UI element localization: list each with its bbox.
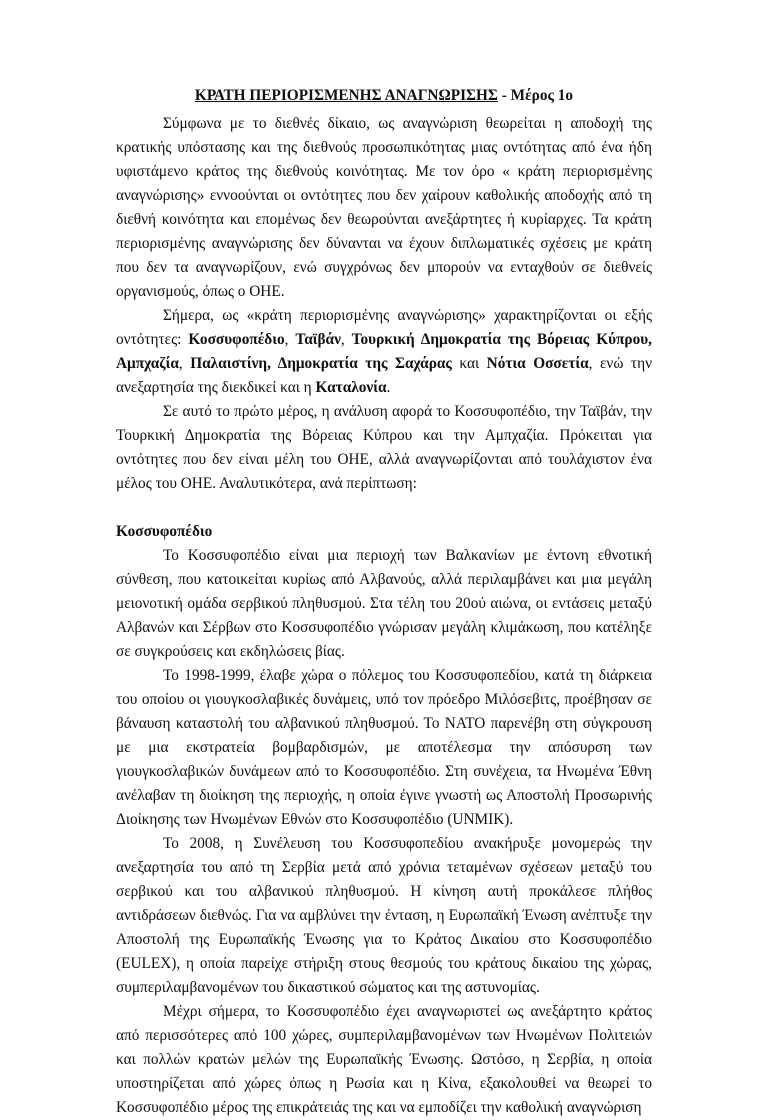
text-run: Σήμερα, ως «κράτη περιορισμένης αναγνώρισης» χαρακτηρίζονται οι εξής οντότητες: — [116, 307, 652, 348]
body-paragraph — [116, 1000, 652, 1120]
body-paragraph — [116, 664, 652, 832]
section-heading: Κοσσυφοπέδιο — [116, 523, 213, 540]
intro-section — [116, 112, 652, 496]
body-paragraph — [116, 832, 652, 1000]
text-run: , — [178, 355, 191, 372]
intro-paragraph — [116, 112, 652, 304]
title-main: ΚΡΑΤΗ ΠΕΡΙΟΡΙΣΜΕΝΗΣ ΑΝΑΓΝΩΡΙΣΗΣ — [194, 87, 498, 104]
text-run: Το 2008, η Συνέλευση του Κοσσυφοπεδίου ανακήρυξε μονομερώς την ανεξαρτησία του από τη Σερβία μετά από χρόνια τεταμένων σχέσεων μεταξύ του σερβικού και του αλβανικού πληθυσμού. Η κίνηση αυτή προκάλεσε πλήθος αντιδράσεων διεθνώς. Για να αμβλύνει την ένταση, η Ευρωπαϊκή Ένωση ανέπτυξε την Αποστολή της Ευρωπαϊκής Ένωσης για το Κράτος Δικαίου στο Κοσσυφοπέδιο (EULEX), η οποία παρείχε στήριξη στους θεσμούς του κράτους δικαίου της χώρας, συμπεριλαμβανομένων του δικαστικού σώματος και της αστυνομίας. — [116, 835, 652, 996]
kosovo-section — [116, 520, 652, 1120]
text-run: και — [451, 355, 487, 372]
bold-term: Νότια Οσσετία — [486, 355, 589, 372]
bold-term: Καταλονία — [315, 379, 387, 396]
text-run: Σύμφωνα με το διεθνές δίκαιο, ως αναγνώριση θεωρείται η αποδοχή της κρατικής υπόστασης και της διεθνούς προσωπικότητας μιας οντότητας από ένα ήδη υφιστάμενο κράτος της διεθνούς κοινότητας. Με τον όρο « κράτη περιορισμένης αναγνώρισης» εννοούνται οι οντότητες που δεν χαίρουν καθολικής αποδοχής από τη διεθνή κοινότητα και επομένως δεν θεωρούνται ανεξάρτητες ή κυρίαρχες. Τα κράτη περιορισμένης αναγνώρισης δεν δύνανται να έχουν διπλωματικές σχέσεις με κράτη που δεν τα αναγνωρίζουν, ενώ συγχρόνως δεν μπορούν να ενταχθούν σε διεθνείς οργανισμούς, όπως ο ΟΗΕ. — [116, 115, 652, 300]
intro-paragraph — [116, 304, 652, 400]
text-run: , — [340, 331, 352, 348]
bold-term: Κοσσυφοπέδιο — [188, 331, 285, 348]
text-run: , ενώ την ανεξαρτησία της διεκδικεί και η — [116, 355, 652, 396]
body-paragraph — [116, 544, 652, 664]
text-run: Το Κοσσυφοπέδιο είναι μια περιοχή των Βαλκανίων με έντονη εθνοτική σύνθεση, που κατοικείται κυρίως από Αλβανούς, αλλά περιλαμβάνει και μια μεγάλη μειονοτική ομάδα σερβικού πληθυσμού. Στα τέλη του 20ού αιώνα, οι εντάσεις μεταξύ Αλβανών και Σέρβων στο Κοσσυφοπέδιο γνώρισαν μεγάλη κλιμάκωση, που κατέληξε σε συγκρούσεις και εκδηλώσεις βίας. — [116, 547, 652, 660]
title-suffix: - Μέρος 1ο — [497, 87, 574, 104]
text-run: Μέχρι σήμερα, το Κοσσυφοπέδιο έχει αναγνωριστεί ως ανεξάρτητο κράτος από περισσότερες από 100 χώρες, συμπεριλαμβανομένων των Ηνωμένων Πολιτειών και πολλών κρατών μελών της Ευρωπαϊκής Ένωσης. Ωστόσο, η Σερβία, η οποία υποστηρίζεται από χώρες όπως η Ρωσία και η Κίνα, εξακολουθεί να θεωρεί το Κοσσυφοπέδιο μέρος της επικράτειάς της και να εμποδίζει την καθολική αναγνώριση — [116, 1003, 652, 1116]
text-run: Το 1998-1999, έλαβε χώρα ο πόλεμος του Κοσσυφοπεδίου, κατά τη διάρκεια του οποίου οι γιουγκοσλαβικές δυνάμεις, υπό τον πρόεδρο Μιλόσεβιτς, προέβησαν σε βάναυση καταστολή του αλβανικού πληθυσμού. Το ΝΑΤΟ παρενέβη στη σύγκρουση με μια εκστρατεία βομβαρδισμών, με αποτέλεσμα την απόσυρση των γιουγκοσλαβικών δυνάμεων από το Κοσσυφοπέδιο. Στη συνέχεια, τα Ηνωμένα Έθνη ανέλαβαν τη διοίκηση της περιοχής, η οποία έγινε γνωστή ως Αποστολή Προσωρινής Διοίκησης των Ηνωμένων Εθνών στο Κοσσυφοπέδιο (UNMIK). — [116, 667, 652, 828]
bold-term: Ταϊβάν — [295, 331, 341, 348]
text-run: Σε αυτό το πρώτο μέρος, η ανάλυση αφορά το Κοσσυφοπέδιο, την Ταϊβάν, την Τουρκική Δημοκρατία της Βόρειας Κύπρου και την Αμπχαζία. Πρόκειται για οντότητες που δεν είναι μέλη του ΟΗΕ, αλλά αναγνωρίζονται από τουλάχιστον ένα μέλος του ΟΗΕ. Αναλυτικότερα, ανά περίπτωση: — [116, 403, 652, 492]
bold-term: Τουρκική Δημοκρατία της Βόρειας Κύπρου, Αμπχαζία — [116, 331, 653, 372]
document-title — [116, 84, 652, 108]
intro-paragraph — [116, 400, 652, 496]
bold-term: Παλαιστίνη, Δημοκρατία της Σαχάρας — [190, 355, 452, 372]
text-run: , — [284, 331, 296, 348]
document-page — [116, 84, 652, 1120]
text-run: . — [386, 379, 391, 396]
